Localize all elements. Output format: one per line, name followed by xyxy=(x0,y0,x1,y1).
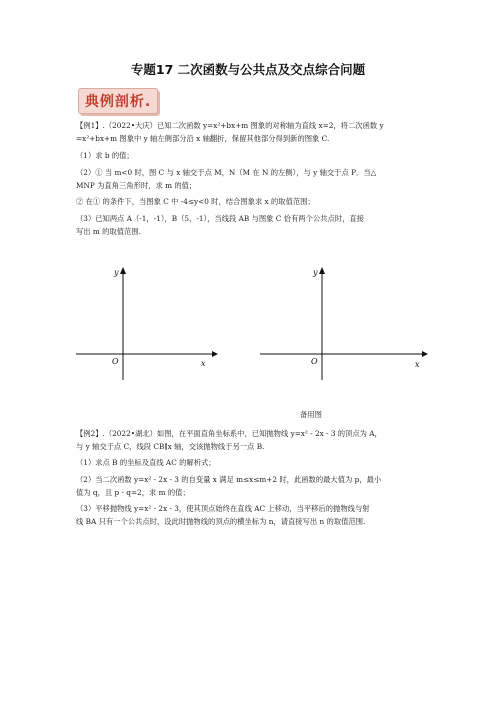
page-title: 专题17 二次函数与公共点及交点综合问题 xyxy=(130,62,366,77)
example2-line2: 与 y 轴交于点 C，线段 CB∥x 轴，交该抛物线于另一点 B. xyxy=(76,442,265,451)
section-badge xyxy=(78,88,158,114)
x-axis-2-label: x xyxy=(415,360,420,369)
x-axis-1-arrow xyxy=(212,351,218,357)
section-badge-label: 典例剖析. xyxy=(84,94,152,110)
origin-1-label: O xyxy=(112,357,119,366)
example1-question3b: 写出 m 的取值范围. xyxy=(76,227,141,236)
coordinate-graph-1 xyxy=(70,262,220,382)
origin-2-label: O xyxy=(311,357,318,366)
example1-question1: （1）求 b 的值； xyxy=(76,151,134,160)
y-axis-2-arrow xyxy=(319,267,325,274)
backup-figure-caption: 备用图 xyxy=(300,410,322,419)
example2-question1: （1）求点 B 的坐标及直线 AC 的解析式； xyxy=(76,458,216,467)
y-axis-2-label: y xyxy=(313,268,318,277)
example1-question2a: （2）① 当 m<0 时，图 C 与 x 轴交于点 M，N（M 在 N 的左侧），与 y 轴交于点 P．当△ xyxy=(76,168,377,177)
example1-question2c: ② 在① 的条件下，当图象 C 中 -4≤y<0 时，结合图象求 x 的取值范围； xyxy=(76,197,315,206)
example2-question2b: 值为 q，且 p - q=2，求 m 的值； xyxy=(76,488,190,497)
example1-question3a: （3）已知两点 A（-1，-1），B（5，-1），当线段 AB 与图象 C 恰有两个公共点时，直接 xyxy=(76,214,364,223)
example1-line2: =x²+bx+m 图象中 y 轴左侧部分沿 x 轴翻折，保留其他部分得到新的图象 C. xyxy=(76,134,330,143)
x-axis-2-arrow xyxy=(422,351,428,357)
y-axis-1-arrow xyxy=(120,267,126,274)
y-axis-1-label: y xyxy=(114,268,119,277)
x-axis-1-label: x xyxy=(201,359,206,368)
example1-line1: 【例1】.（2022•大庆）已知二次函数 y=x²+bx+m 图象的对称轴为直线 x=2，将二次函数 y xyxy=(76,121,384,130)
example2-question3b: 线 BA 只有一个公共点时，设此时抛物线的顶点的横坐标为 n，请直接写出 n 的取值范围. xyxy=(76,517,366,526)
example2-question2a: （2）当二次函数 y=x² - 2x - 3 的自变量 x 满足 m≤x≤m+2 时，此函数的最大值为 p，最小 xyxy=(76,475,382,484)
example2-line1: 【例2】.（2022•湖北）如图，在平面直角坐标系中，已知抛物线 y=x² - 2x - 3 的顶点为 A， xyxy=(76,429,382,438)
example1-question2b: MNP 为直角三角形时，求 m 的值； xyxy=(76,181,197,190)
example2-question3a: （3）平移抛物线 y=x² - 2x - 3，使其顶点始终在直线 AC 上移动，当平移后的抛物线与射 xyxy=(76,504,370,513)
coordinate-graph-2 xyxy=(256,262,431,382)
